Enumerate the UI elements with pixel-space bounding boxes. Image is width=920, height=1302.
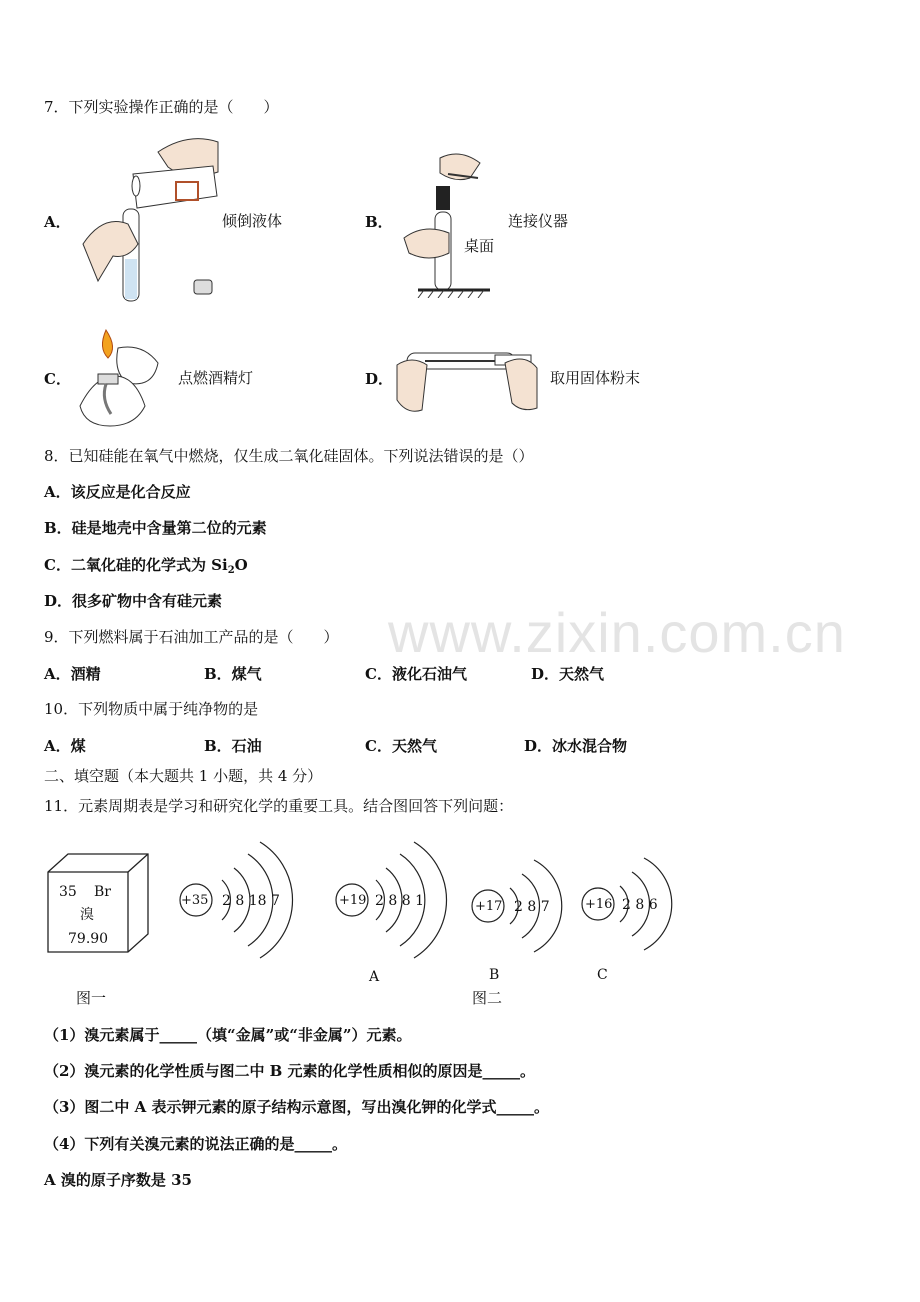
q9-option-a: A．酒精 bbox=[44, 665, 101, 683]
q8-option-c-subscript: 2 bbox=[227, 565, 235, 576]
element-symbol: Br bbox=[94, 884, 111, 900]
atom-a-label: A bbox=[369, 969, 380, 985]
atom-c-label: C bbox=[597, 967, 608, 983]
alcohol-lamp-illustration bbox=[70, 326, 175, 432]
atom-b-nucleus: +17 bbox=[475, 899, 503, 914]
q7-option-d-label: 取用固体粉末 bbox=[550, 369, 641, 387]
atom-a-shells: 2 8 8 1 bbox=[375, 893, 424, 909]
q8-option-a: A．该反应是化合反应 bbox=[44, 483, 191, 501]
q7-option-b-desk-label: 桌面 bbox=[464, 237, 495, 255]
atom-c-nucleus: +16 bbox=[585, 897, 613, 912]
powder-transfer-illustration bbox=[395, 345, 543, 415]
q8-stem: 8．已知硅能在氧气中燃烧，仅生成二氧化硅固体。下列说法错误的是（） bbox=[44, 447, 534, 465]
pour-liquid-illustration bbox=[78, 134, 228, 304]
q10-option-c: C．天然气 bbox=[365, 737, 437, 755]
atom-c-shells: 2 8 6 bbox=[622, 897, 658, 913]
q11-stem: 11．元素周期表是学习和研究化学的重要工具。结合图回答下列问题： bbox=[44, 797, 514, 815]
q10-stem: 10．下列物质中属于纯净物的是 bbox=[44, 700, 259, 718]
q7-option-a-letter: A． bbox=[44, 213, 71, 231]
q8-option-c-text: C．二氧化硅的化学式为 Si bbox=[44, 556, 228, 574]
q7-option-d-letter: D． bbox=[365, 370, 394, 388]
q7-option-c-letter: C． bbox=[44, 370, 71, 388]
section-heading: 二、填空题（本大题共 1 小题，共 4 分） bbox=[44, 767, 323, 785]
q8-option-c bbox=[44, 556, 248, 580]
element-name: 溴 bbox=[80, 907, 94, 923]
q8-option-b: B．硅是地壳中含量第二位的元素 bbox=[44, 519, 267, 537]
atom-a-nucleus: +19 bbox=[339, 893, 367, 908]
q9-stem: 9．下列燃料属于石油加工产品的是（ ） bbox=[44, 628, 339, 646]
atom-b-label: B bbox=[489, 967, 500, 983]
q11-part-3: （3）图二中 A 表示钾元素的原子结构示意图，写出溴化钾的化学式_____。 bbox=[44, 1098, 550, 1116]
q8-option-c-suffix: O bbox=[234, 556, 248, 574]
q7-option-c-label: 点燃酒精灯 bbox=[178, 369, 254, 387]
q11-part-4: （4）下列有关溴元素的说法正确的是_____。 bbox=[44, 1135, 347, 1153]
q10-option-a: A．煤 bbox=[44, 737, 86, 755]
q11-option-a: A 溴的原子序数是 35 bbox=[44, 1171, 192, 1189]
q7-option-b-letter: B． bbox=[365, 213, 393, 231]
q9-option-c: C．液化石油气 bbox=[365, 665, 467, 683]
q11-part-2: （2）溴元素的化学性质与图二中 B 元素的化学性质相似的原因是_____。 bbox=[44, 1062, 536, 1080]
q9-option-b: B．煤气 bbox=[204, 665, 262, 683]
connect-apparatus-illustration bbox=[400, 148, 500, 298]
q10-option-d: D．冰水混合物 bbox=[524, 737, 628, 755]
figure-1-caption: 图一 bbox=[76, 989, 107, 1007]
atom-b-shells: 2 8 7 bbox=[514, 899, 550, 915]
watermark: www.zixin.com.cn bbox=[388, 601, 846, 664]
q7-option-b-label: 连接仪器 bbox=[508, 212, 569, 230]
q7-option-a-label: 倾倒液体 bbox=[222, 212, 283, 230]
element-atomic-mass: 79.90 bbox=[68, 931, 109, 947]
element-atomic-number: 35 bbox=[59, 884, 77, 900]
figure-2-caption: 图二 bbox=[472, 989, 503, 1007]
atom-br-nucleus: +35 bbox=[181, 893, 209, 908]
atom-br-shells: 2 8 18 7 bbox=[222, 893, 280, 909]
q11-part-1: （1）溴元素属于_____（填“金属”或“非金属”）元素。 bbox=[44, 1026, 412, 1044]
q9-option-d: D．天然气 bbox=[531, 665, 605, 683]
q7-stem: 7．下列实验操作正确的是（ ） bbox=[44, 98, 279, 116]
q10-option-b: B．石油 bbox=[204, 737, 262, 755]
q8-option-d: D．很多矿物中含有硅元素 bbox=[44, 592, 223, 610]
